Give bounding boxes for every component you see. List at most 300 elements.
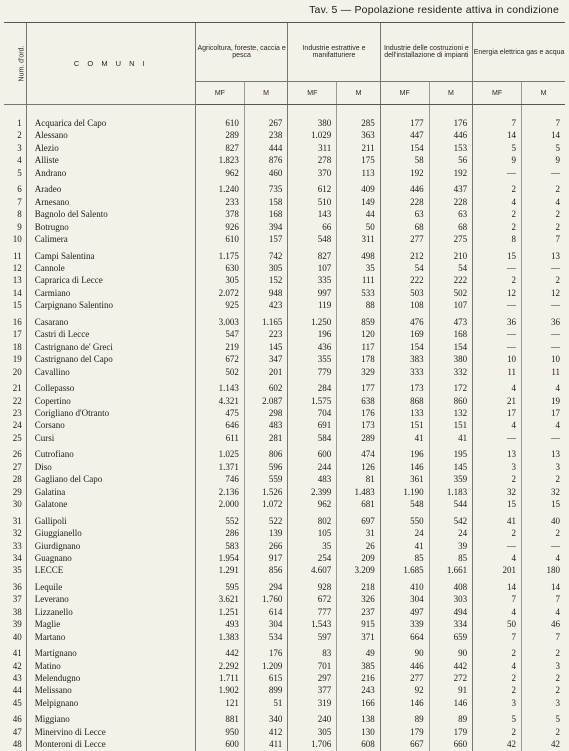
comune-name: Melendugno xyxy=(26,672,195,684)
header-industrie-estrattive: Industrie estrattive e manifatturiere xyxy=(288,23,380,82)
value-cell: 497 xyxy=(380,606,429,618)
value-cell: 437 xyxy=(429,179,472,195)
row-number: 14 xyxy=(12,287,22,298)
value-cell: 126 xyxy=(337,461,380,473)
value-cell: 371 xyxy=(337,631,380,643)
value-cell: 9 xyxy=(522,154,565,166)
comune-name: LECCE xyxy=(26,564,195,576)
value-cell: 17 xyxy=(522,407,565,419)
value-cell: 860 xyxy=(429,395,472,407)
row-number: 11 xyxy=(13,250,22,261)
row-number: 28 xyxy=(12,474,22,485)
comune-name: Calimera xyxy=(26,233,195,245)
value-cell: 347 xyxy=(244,353,287,365)
value-cell: 19 xyxy=(522,395,565,407)
value-cell: 289 xyxy=(337,432,380,444)
value-cell: 17 xyxy=(473,407,522,419)
value-cell: 298 xyxy=(244,407,287,419)
value-cell: 2 xyxy=(473,274,522,286)
value-cell: 196 xyxy=(380,444,429,460)
value-cell: 212 xyxy=(380,246,429,262)
row-number: 30 xyxy=(12,499,22,510)
value-cell: 600 xyxy=(195,738,244,750)
value-cell: 63 xyxy=(429,208,472,220)
comune-name: Monteroni di Lecce xyxy=(26,738,195,750)
value-cell: 442 xyxy=(429,660,472,672)
value-cell: 39 xyxy=(429,540,472,552)
value-cell: 7 xyxy=(522,631,565,643)
value-cell: 1.483 xyxy=(337,486,380,498)
value-cell: 26 xyxy=(337,540,380,552)
comune-name: Matino xyxy=(26,660,195,672)
value-cell: 85 xyxy=(380,552,429,564)
table-row xyxy=(4,246,565,262)
value-cell: 81 xyxy=(337,473,380,485)
row-number: 23 xyxy=(12,407,22,418)
value-cell: 2 xyxy=(473,643,522,659)
value-cell: 7 xyxy=(522,593,565,605)
value-cell: 2 xyxy=(522,726,565,738)
value-cell: 175 xyxy=(337,154,380,166)
value-cell: — xyxy=(473,167,522,179)
value-cell: 2 xyxy=(522,684,565,696)
value-cell: 2.087 xyxy=(244,395,287,407)
value-cell: 446 xyxy=(380,660,429,672)
comune-name: Giuggianello xyxy=(26,527,195,539)
value-cell: 646 xyxy=(195,419,244,431)
value-cell: 285 xyxy=(337,105,380,130)
value-cell: 85 xyxy=(429,552,472,564)
value-cell: 49 xyxy=(337,643,380,659)
table-row xyxy=(4,606,565,618)
value-cell: 597 xyxy=(288,631,337,643)
value-cell: 410 xyxy=(380,577,429,593)
value-cell: 329 xyxy=(337,366,380,378)
value-cell: 1.706 xyxy=(288,738,337,750)
value-cell: 154 xyxy=(380,142,429,154)
table-row xyxy=(4,709,565,725)
value-cell: 4 xyxy=(522,196,565,208)
value-cell: 83 xyxy=(288,643,337,659)
value-cell: 90 xyxy=(380,643,429,659)
value-cell: 444 xyxy=(244,142,287,154)
value-cell: 15 xyxy=(473,246,522,262)
value-cell: 311 xyxy=(337,233,380,245)
value-cell: 303 xyxy=(429,593,472,605)
row-number: 7 xyxy=(17,196,22,207)
value-cell: 615 xyxy=(244,672,287,684)
header-num-ord: Num. d'ord. xyxy=(4,23,26,105)
row-number: 31 xyxy=(12,515,22,526)
value-cell: 179 xyxy=(429,726,472,738)
value-cell: 7 xyxy=(522,105,565,130)
value-cell: 14 xyxy=(522,577,565,593)
value-cell: 475 xyxy=(195,407,244,419)
row-number: 16 xyxy=(12,316,22,327)
row-number: 39 xyxy=(12,619,22,630)
value-cell: 1.029 xyxy=(288,129,337,141)
value-cell: 24 xyxy=(380,527,429,539)
value-cell: 254 xyxy=(288,552,337,564)
value-cell: 583 xyxy=(195,540,244,552)
value-cell: 91 xyxy=(429,684,472,696)
value-cell: — xyxy=(473,432,522,444)
row-number: 22 xyxy=(12,395,22,406)
value-cell: 233 xyxy=(195,196,244,208)
value-cell: 4 xyxy=(473,196,522,208)
comune-name: Martignano xyxy=(26,643,195,659)
value-cell: — xyxy=(473,540,522,552)
value-cell: 3 xyxy=(522,660,565,672)
value-cell: 4 xyxy=(473,419,522,431)
value-cell: 1.250 xyxy=(288,312,337,328)
value-cell: 46 xyxy=(522,618,565,630)
value-cell: 9 xyxy=(473,154,522,166)
row-number: 13 xyxy=(12,275,22,286)
value-cell: 177 xyxy=(380,105,429,130)
value-cell: 90 xyxy=(429,643,472,659)
value-cell: 21 xyxy=(473,395,522,407)
comune-name: Lizzanello xyxy=(26,606,195,618)
comune-name: Cavallino xyxy=(26,366,195,378)
value-cell: 664 xyxy=(380,631,429,643)
value-cell: 58 xyxy=(380,154,429,166)
row-number: 44 xyxy=(12,685,22,696)
table-row xyxy=(4,697,565,709)
value-cell: 275 xyxy=(429,233,472,245)
value-cell: 228 xyxy=(380,196,429,208)
value-cell: 704 xyxy=(288,407,337,419)
value-cell: 267 xyxy=(244,105,287,130)
table-row xyxy=(4,129,565,141)
value-cell: 4 xyxy=(522,378,565,394)
value-cell: 2 xyxy=(473,726,522,738)
header-industrie-costruzioni: Industrie delle costruzioni e dell'installazione di impianti xyxy=(380,23,472,82)
value-cell: 51 xyxy=(244,697,287,709)
value-cell: — xyxy=(473,299,522,311)
header-m: M xyxy=(429,82,472,105)
row-number: 19 xyxy=(12,354,22,365)
header-agricoltura: Agricoltura, foreste, caccia e pesca xyxy=(195,23,287,82)
value-cell: 548 xyxy=(380,498,429,510)
value-cell: 742 xyxy=(244,246,287,262)
value-cell: 1.371 xyxy=(195,461,244,473)
value-cell: 2 xyxy=(522,221,565,233)
value-cell: — xyxy=(522,299,565,311)
table-row xyxy=(4,738,565,750)
table-row xyxy=(4,179,565,195)
value-cell: 7 xyxy=(473,105,522,130)
value-cell: 746 xyxy=(195,473,244,485)
value-cell: 881 xyxy=(195,709,244,725)
table-row xyxy=(4,419,565,431)
value-cell: 143 xyxy=(288,208,337,220)
value-cell: 610 xyxy=(195,233,244,245)
value-cell: 503 xyxy=(380,287,429,299)
table-row xyxy=(4,444,565,460)
value-cell: 672 xyxy=(195,353,244,365)
row-number: 3 xyxy=(17,142,22,153)
value-cell: 600 xyxy=(288,444,337,460)
value-cell: 166 xyxy=(337,697,380,709)
value-cell: 2.072 xyxy=(195,287,244,299)
table-row xyxy=(4,287,565,299)
value-cell: 806 xyxy=(244,444,287,460)
value-cell: 380 xyxy=(429,353,472,365)
value-cell: 4 xyxy=(473,660,522,672)
value-cell: 608 xyxy=(337,738,380,750)
table-row xyxy=(4,366,565,378)
value-cell: 41 xyxy=(380,540,429,552)
value-cell: 3 xyxy=(522,697,565,709)
value-cell: 926 xyxy=(195,221,244,233)
row-number: 33 xyxy=(12,540,22,551)
value-cell: 11 xyxy=(473,366,522,378)
value-cell: 272 xyxy=(429,672,472,684)
value-cell: 4 xyxy=(522,606,565,618)
table-row xyxy=(4,631,565,643)
value-cell: 44 xyxy=(337,208,380,220)
value-cell: 547 xyxy=(195,328,244,340)
header-m: M xyxy=(522,82,565,105)
row-number: 46 xyxy=(12,714,22,725)
value-cell: 286 xyxy=(195,527,244,539)
value-cell: 777 xyxy=(288,606,337,618)
table-row xyxy=(4,540,565,552)
value-cell: 446 xyxy=(429,129,472,141)
value-cell: 107 xyxy=(288,262,337,274)
value-cell: 209 xyxy=(337,552,380,564)
value-cell: 297 xyxy=(288,672,337,684)
comune-name: Guagnano xyxy=(26,552,195,564)
value-cell: 12 xyxy=(522,287,565,299)
value-cell: 899 xyxy=(244,684,287,696)
value-cell: 146 xyxy=(380,461,429,473)
value-cell: 1.240 xyxy=(195,179,244,195)
value-cell: 630 xyxy=(195,262,244,274)
value-cell: 423 xyxy=(244,299,287,311)
value-cell: 304 xyxy=(244,618,287,630)
table-row xyxy=(4,432,565,444)
value-cell: 436 xyxy=(288,341,337,353)
value-cell: 3.209 xyxy=(337,564,380,576)
value-cell: 447 xyxy=(380,129,429,141)
value-cell: 41 xyxy=(429,432,472,444)
row-number: 10 xyxy=(12,234,22,245)
value-cell: 145 xyxy=(244,341,287,353)
value-cell: 172 xyxy=(429,378,472,394)
value-cell: 92 xyxy=(380,684,429,696)
value-cell: 2 xyxy=(473,527,522,539)
value-cell: 50 xyxy=(337,221,380,233)
value-cell: 1.685 xyxy=(380,564,429,576)
row-number: 24 xyxy=(12,420,22,431)
comune-name: Minervino di Lecce xyxy=(26,726,195,738)
table-row xyxy=(4,726,565,738)
value-cell: 3 xyxy=(473,461,522,473)
table-row xyxy=(4,395,565,407)
value-cell: 66 xyxy=(288,221,337,233)
comune-name: Leverano xyxy=(26,593,195,605)
value-cell: 133 xyxy=(380,407,429,419)
row-number: 32 xyxy=(12,528,22,539)
value-cell: 1.526 xyxy=(244,486,287,498)
comune-name: Alessano xyxy=(26,129,195,141)
table-row xyxy=(4,233,565,245)
table-row xyxy=(4,221,565,233)
row-number: 48 xyxy=(12,739,22,750)
header-energia: Energia elettrica gas e acqua xyxy=(473,23,565,82)
value-cell: — xyxy=(522,432,565,444)
value-cell: 2 xyxy=(473,221,522,233)
value-cell: — xyxy=(473,341,522,353)
value-cell: 266 xyxy=(244,540,287,552)
table-row xyxy=(4,527,565,539)
value-cell: 962 xyxy=(195,167,244,179)
comune-name: Carpignano Salentino xyxy=(26,299,195,311)
value-cell: 119 xyxy=(288,299,337,311)
table-row xyxy=(4,105,565,130)
value-cell: 243 xyxy=(337,684,380,696)
value-cell: 1.291 xyxy=(195,564,244,576)
value-cell: 2 xyxy=(522,643,565,659)
comune-name: Cutrofiano xyxy=(26,444,195,460)
value-cell: 305 xyxy=(288,726,337,738)
row-number: 5 xyxy=(17,167,22,178)
value-cell: 409 xyxy=(337,179,380,195)
value-cell: 473 xyxy=(429,312,472,328)
value-cell: 179 xyxy=(380,726,429,738)
value-cell: 691 xyxy=(288,419,337,431)
table-row xyxy=(4,672,565,684)
row-number: 35 xyxy=(12,565,22,576)
value-cell: 950 xyxy=(195,726,244,738)
value-cell: — xyxy=(473,328,522,340)
row-number: 38 xyxy=(12,606,22,617)
table-row xyxy=(4,341,565,353)
value-cell: 40 xyxy=(522,511,565,527)
value-cell: 4 xyxy=(473,606,522,618)
row-number: 25 xyxy=(12,432,22,443)
value-cell: 925 xyxy=(195,299,244,311)
value-cell: 7 xyxy=(473,593,522,605)
comune-name: Arnesano xyxy=(26,196,195,208)
value-cell: 672 xyxy=(288,593,337,605)
row-number: 40 xyxy=(12,631,22,642)
value-cell: 446 xyxy=(380,179,429,195)
comune-name: Acquarica del Capo xyxy=(26,105,195,130)
value-cell: 13 xyxy=(522,444,565,460)
value-cell: 917 xyxy=(244,552,287,564)
value-cell: 130 xyxy=(337,726,380,738)
value-cell: 222 xyxy=(429,274,472,286)
value-cell: 380 xyxy=(288,105,337,130)
comune-name: Corigliano d'Otranto xyxy=(26,407,195,419)
comune-name: Cursi xyxy=(26,432,195,444)
value-cell: 4.321 xyxy=(195,395,244,407)
value-cell: 305 xyxy=(244,262,287,274)
comune-name: Gallipoli xyxy=(26,511,195,527)
population-table xyxy=(4,22,565,751)
row-number: 41 xyxy=(12,648,22,659)
value-cell: 332 xyxy=(429,366,472,378)
value-cell: 2 xyxy=(522,274,565,286)
value-cell: 113 xyxy=(337,167,380,179)
row-number: 45 xyxy=(12,697,22,708)
value-cell: 108 xyxy=(380,299,429,311)
value-cell: 333 xyxy=(380,366,429,378)
value-cell: 5 xyxy=(522,142,565,154)
value-cell: 158 xyxy=(244,196,287,208)
value-cell: 32 xyxy=(473,486,522,498)
value-cell: 2 xyxy=(522,672,565,684)
value-cell: 3 xyxy=(522,461,565,473)
row-number: 20 xyxy=(12,366,22,377)
value-cell: 244 xyxy=(288,461,337,473)
value-cell: 294 xyxy=(244,577,287,593)
value-cell: 359 xyxy=(429,473,472,485)
comune-name: Martano xyxy=(26,631,195,643)
value-cell: 176 xyxy=(244,643,287,659)
value-cell: 105 xyxy=(288,527,337,539)
value-cell: 10 xyxy=(473,353,522,365)
comune-name: Castri di Lecce xyxy=(26,328,195,340)
value-cell: 173 xyxy=(337,419,380,431)
table-row xyxy=(4,262,565,274)
value-cell: 493 xyxy=(195,618,244,630)
table-row xyxy=(4,353,565,365)
table-row xyxy=(4,577,565,593)
comune-name: Castrignano del Capo xyxy=(26,353,195,365)
value-cell: 595 xyxy=(195,577,244,593)
value-cell: 284 xyxy=(288,378,337,394)
value-cell: 14 xyxy=(473,577,522,593)
table-row xyxy=(4,154,565,166)
value-cell: 667 xyxy=(380,738,429,750)
value-cell: 42 xyxy=(522,738,565,750)
comune-name: Caprarica di Lecce xyxy=(26,274,195,286)
comune-name: Bagnolo del Salento xyxy=(26,208,195,220)
value-cell: 2.000 xyxy=(195,498,244,510)
value-cell: 460 xyxy=(244,167,287,179)
table-row xyxy=(4,299,565,311)
value-cell: 168 xyxy=(429,328,472,340)
value-cell: — xyxy=(473,262,522,274)
value-cell: 928 xyxy=(288,577,337,593)
row-number: 26 xyxy=(12,449,22,460)
value-cell: 168 xyxy=(244,208,287,220)
row-number: 21 xyxy=(12,383,22,394)
comune-name: Collepasso xyxy=(26,378,195,394)
value-cell: 442 xyxy=(195,643,244,659)
value-cell: 219 xyxy=(195,341,244,353)
value-cell: 180 xyxy=(522,564,565,576)
value-cell: 13 xyxy=(522,246,565,262)
value-cell: 157 xyxy=(244,233,287,245)
value-cell: 151 xyxy=(429,419,472,431)
value-cell: 42 xyxy=(473,738,522,750)
value-cell: 240 xyxy=(288,709,337,725)
comune-name: Galatina xyxy=(26,486,195,498)
value-cell: 196 xyxy=(288,328,337,340)
header-m: M xyxy=(244,82,287,105)
value-cell: 277 xyxy=(380,233,429,245)
table-row xyxy=(4,593,565,605)
value-cell: 550 xyxy=(380,511,429,527)
header-comuni: C O M U N I xyxy=(26,23,195,105)
value-cell: 146 xyxy=(380,697,429,709)
value-cell: 152 xyxy=(244,274,287,286)
